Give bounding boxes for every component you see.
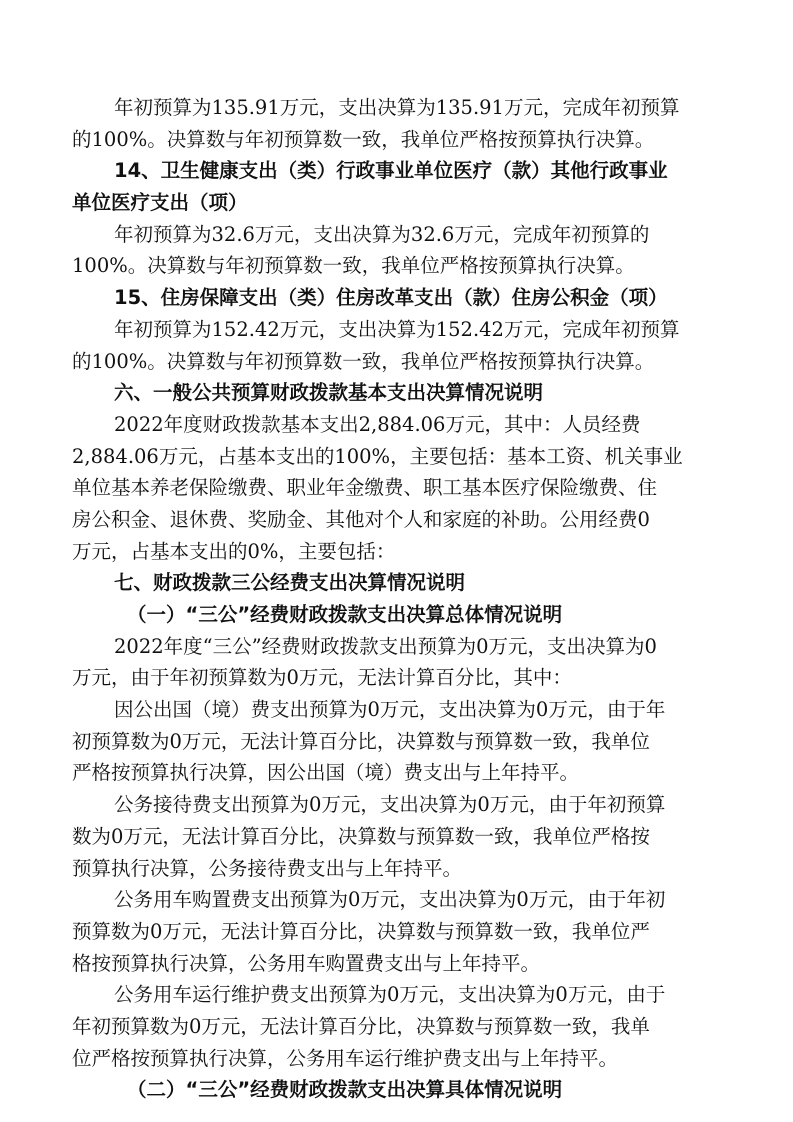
- paragraph: [72, 409, 722, 567]
- paragraph-line: 的100%。决算数与年初预算数一致，我单位严格按预算执行决算。: [72, 349, 655, 373]
- paragraph-line: 万元，由于年初预算数为0万元，无法计算百分比，其中：: [72, 666, 572, 690]
- paragraph-line: 公务接待费支出预算为0万元，支出决算为0万元，由于年初预算: [114, 793, 666, 817]
- heading-line: 15、住房保障支出（类）住房改革支出（款）住房公积金（项）: [114, 286, 668, 310]
- section-heading: [72, 377, 722, 409]
- paragraph: [72, 92, 722, 155]
- heading-line: 单位医疗支出（项）: [72, 191, 248, 215]
- paragraph-line: 数为0万元，无法计算百分比，决算数与预算数一致，我单位严格按: [72, 824, 650, 848]
- paragraph-line: 100%。决算数与年初预算数一致，我单位严格按预算执行决算。: [72, 254, 635, 278]
- paragraph-line: 年初预算数为0万元，无法计算百分比，决算数与预算数一致，我单: [72, 1014, 650, 1038]
- paragraph-line: 房公积金、退休费、奖励金、其他对个人和家庭的补助。公用经费0: [72, 507, 650, 531]
- paragraph-line: 2022年度财政拨款基本支出2,884.06万元，其中：人员经费: [114, 412, 641, 436]
- heading-line: 六、一般公共预算财政拨款基本支出决算情况说明: [114, 381, 544, 405]
- paragraph-line: 年初预算为135.91万元，支出决算为135.91万元，完成年初预算: [114, 96, 680, 119]
- paragraph-line: 预算执行决算，公务接待费支出与上年持平。: [72, 856, 463, 880]
- section-heading: [72, 155, 722, 218]
- paragraph-line: 公务用车购置费支出预算为0万元，支出决算为0万元，由于年初: [114, 888, 666, 912]
- section-heading: [72, 567, 722, 599]
- subsection-heading: [72, 1074, 722, 1106]
- paragraph: [72, 884, 722, 979]
- heading-line: 14、卫生健康支出（类）行政事业单位医疗（款）其他行政事业: [114, 159, 668, 183]
- paragraph-line: 2,884.06万元，占基本支出的100%，主要包括：基本工资、机关事业: [72, 444, 683, 468]
- paragraph-line: 位严格按预算执行决算，公务用车运行维护费支出与上年持平。: [72, 1046, 619, 1070]
- paragraph: [72, 789, 722, 884]
- paragraph: [72, 979, 722, 1074]
- document-page: [72, 92, 722, 1106]
- paragraph-line: 初预算数为0万元，无法计算百分比，决算数与预算数一致，我单位: [72, 729, 650, 753]
- paragraph-line: 年初预算为32.6万元，支出决算为32.6万元，完成年初预算的: [114, 222, 650, 246]
- heading-line: 七、财政拨款三公经费支出决算情况说明: [114, 571, 466, 595]
- heading-line: （一）“三公”经费财政拨款支出决算总体情况说明: [127, 603, 563, 626]
- paragraph: [72, 314, 722, 377]
- paragraph-line: 年初预算为152.42万元，支出决算为152.42万元，完成年初预算: [114, 317, 680, 341]
- paragraph-line: 格按预算执行决算，公务用车购置费支出与上年持平。: [72, 951, 541, 975]
- paragraph-line: 公务用车运行维护费支出预算为0万元，支出决算为0万元，由于: [114, 983, 666, 1007]
- section-heading: [72, 282, 722, 314]
- paragraph: [72, 219, 722, 282]
- paragraph-line: 预算数为0万元，无法计算百分比，决算数与预算数一致，我单位严: [72, 919, 650, 943]
- paragraph-line: 严格按预算执行决算，因公出国（境）费支出与上年持平。: [72, 761, 580, 785]
- paragraph-line: 2022年度“三公”经费财政拨款支出预算为0万元，支出决算为0: [114, 634, 657, 658]
- paragraph: [72, 694, 722, 789]
- paragraph-line: 万元，占基本支出的0%，主要包括：: [72, 539, 396, 563]
- paragraph: [72, 631, 722, 694]
- subsection-heading: [72, 599, 722, 631]
- paragraph-line: 单位基本养老保险缴费、职业年金缴费、职工基本医疗保险缴费、住: [72, 476, 658, 500]
- heading-line: （二）“三公”经费财政拨款支出决算具体情况说明: [127, 1078, 563, 1102]
- paragraph-line: 因公出国（境）费支出预算为0万元，支出决算为0万元，由于年: [114, 698, 666, 722]
- paragraph-line: 的100%。决算数与年初预算数一致，我单位严格按预算执行决算。: [72, 127, 655, 151]
